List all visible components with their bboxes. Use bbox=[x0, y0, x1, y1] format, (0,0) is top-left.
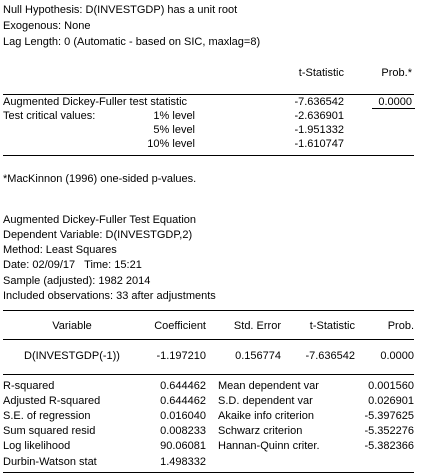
stat-value: 0.001560 bbox=[368, 380, 414, 392]
adf-stat-prob: 0.0000 bbox=[378, 96, 412, 108]
adf-prob-underline bbox=[372, 108, 415, 109]
adf-col-tstat: t-Statistic bbox=[298, 67, 344, 79]
stat-label: Mean dependent var bbox=[218, 380, 319, 392]
stat-label: R-squared bbox=[3, 380, 55, 392]
equation-title: Augmented Dickey-Fuller Test Equation bbox=[3, 214, 197, 226]
critical-level-label: 10% level bbox=[147, 138, 195, 150]
stat-value: 0.008233 bbox=[160, 425, 206, 437]
critical-level-value: -1.951332 bbox=[294, 124, 344, 136]
stat-label: Durbin-Watson stat bbox=[3, 456, 97, 468]
stat-value: -5.397625 bbox=[364, 410, 414, 422]
critical-level-value: -2.636901 bbox=[294, 110, 344, 122]
critical-level-label: 5% level bbox=[153, 124, 195, 136]
coef-cell-prob: 0.0000 bbox=[380, 350, 414, 362]
exogenous: Exogenous: None bbox=[3, 20, 91, 32]
stat-value: 0.026901 bbox=[368, 395, 414, 407]
critical-level-value: -1.610747 bbox=[294, 138, 344, 150]
stat-value: 1.498332 bbox=[160, 456, 206, 468]
stat-value: 0.644462 bbox=[160, 380, 206, 392]
stat-label: Log likelihood bbox=[3, 440, 71, 452]
adf-rule-top bbox=[3, 94, 414, 95]
stat-label: Adjusted R-squared bbox=[3, 395, 101, 407]
stat-label: S.E. of regression bbox=[3, 410, 91, 422]
coef-rule-mid bbox=[3, 339, 414, 340]
coef-header-coefficient: Coefficient bbox=[154, 320, 206, 332]
stat-value: 0.016040 bbox=[160, 410, 206, 422]
date-time: Date: 02/09/17 Time: 15:21 bbox=[3, 259, 142, 271]
sample: Sample (adjusted): 1982 2014 bbox=[3, 275, 151, 287]
stat-label: Schwarz criterion bbox=[218, 425, 303, 437]
stat-label: Akaike info criterion bbox=[218, 410, 314, 422]
adf-stat-value: -7.636542 bbox=[294, 96, 344, 108]
coef-cell-std-error: 0.156774 bbox=[235, 350, 281, 362]
stat-label: Sum squared resid bbox=[3, 425, 96, 437]
dependent-variable: Dependent Variable: D(INVESTGDP,2) bbox=[3, 229, 193, 241]
lag-length: Lag Length: 0 (Automatic - based on SIC, maxlag=8) bbox=[3, 36, 261, 48]
stats-rule-top bbox=[3, 374, 414, 375]
adf-stat-label: Augmented Dickey-Fuller test statistic bbox=[3, 96, 188, 108]
null-hypothesis: Null Hypothesis: D(INVESTGDP) has a unit root bbox=[3, 4, 238, 16]
coef-header-prob: Prob. bbox=[387, 320, 414, 332]
footnote: *MacKinnon (1996) one-sided p-values. bbox=[3, 173, 197, 185]
coef-header-tstat: t-Statistic bbox=[309, 320, 355, 332]
critical-level-label: 1% level bbox=[153, 110, 195, 122]
stat-value: 90.06081 bbox=[160, 440, 206, 452]
coef-rule-top bbox=[3, 310, 414, 311]
critical-values-label: Test critical values: bbox=[3, 110, 96, 122]
stat-value: 0.644462 bbox=[160, 395, 206, 407]
coef-cell-variable: D(INVESTGDP(-1)) bbox=[24, 350, 120, 362]
coef-cell-coefficient: -1.197210 bbox=[156, 350, 206, 362]
method: Method: Least Squares bbox=[3, 244, 117, 256]
stat-value: -5.382366 bbox=[364, 440, 414, 452]
stats-rule-bottom bbox=[3, 472, 414, 473]
stat-label: S.D. dependent var bbox=[218, 395, 313, 407]
coef-header-variable: Variable bbox=[52, 320, 92, 332]
observations: Included observations: 33 after adjustments bbox=[3, 290, 216, 302]
coef-cell-tstat: -7.636542 bbox=[305, 350, 355, 362]
adf-col-prob: Prob.* bbox=[381, 67, 412, 79]
stat-label: Hannan-Quinn criter. bbox=[218, 440, 320, 452]
adf-rule-bottom bbox=[3, 155, 414, 156]
coef-header-std-error: Std. Error bbox=[233, 320, 281, 332]
stat-value: -5.352276 bbox=[364, 425, 414, 437]
